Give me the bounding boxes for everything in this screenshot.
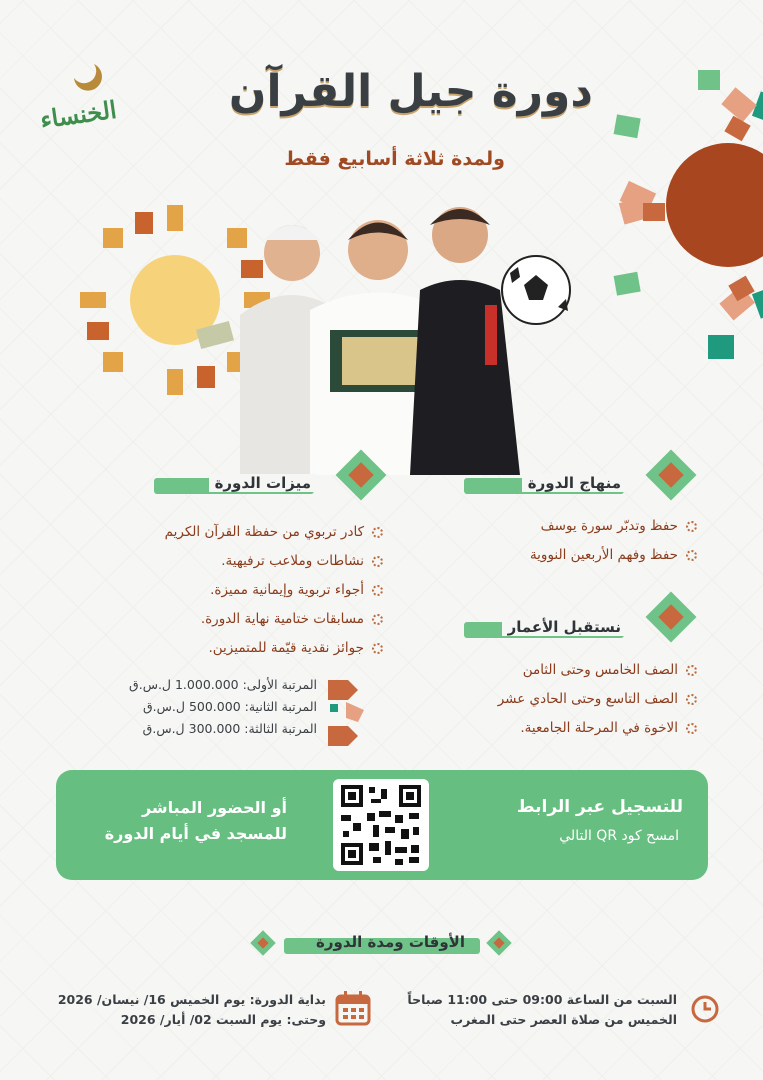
bullet-icon <box>372 585 383 596</box>
in-person-line-1: أو الحضور المباشر <box>141 798 287 817</box>
bullet-icon <box>372 614 383 625</box>
bullet-icon <box>686 550 697 561</box>
list-item: كادر تربوي من حفظة القرآن الكريم <box>165 518 383 547</box>
prize-first: المرتبة الأولى: 1.000.000 ل.س.ق <box>129 677 317 692</box>
list-item: حفظ وتدبّر سورة يوسف <box>530 512 697 541</box>
calendar-icon <box>334 990 372 1026</box>
list-item: أجواء تربوية وإيمانية مميزة. <box>165 576 383 605</box>
prize-third: المرتبة الثالثة: 300.000 ل.س.ق <box>142 721 317 736</box>
ornament-icon <box>640 446 702 504</box>
curriculum-heading: منهاج الدورة <box>522 474 627 492</box>
course-dates <box>58 990 326 1030</box>
page-subtitle: ولمدة ثلاثة أسابيع فقط <box>284 148 505 170</box>
hero-photo-boys <box>80 195 600 475</box>
logo-text: الخنساء <box>38 94 119 135</box>
qr-code-icon <box>333 779 429 871</box>
list-item: جوائز نقدية قيّمة للمتميزين. <box>165 634 383 663</box>
features-list <box>165 518 383 663</box>
bullet-icon <box>372 527 383 538</box>
ornament-icon <box>330 446 392 504</box>
date-line-2: وحتى: يوم السبت 02/ أيار/ 2026 <box>120 1012 326 1027</box>
list-item: مسابقات ختامية نهاية الدورة. <box>165 605 383 634</box>
ornament-icon <box>248 928 278 958</box>
online-registration-title: للتسجيل عبر الرابط <box>516 797 683 817</box>
time-line-1: السبت من الساعة 09:00 حتى 11:00 صباحاً <box>407 992 677 1007</box>
list-item: الصف الخامس وحتى الثامن <box>498 656 697 685</box>
date-line-1: بداية الدورة: يوم الخميس 16/ نيسان/ 2026 <box>57 992 326 1007</box>
ages-list <box>498 656 697 743</box>
page-title: دورة جيل القرآن <box>228 66 593 117</box>
list-item: نشاطات وملاعب ترفيهية. <box>165 547 383 576</box>
bullet-icon <box>372 556 383 567</box>
prize-markers-icon <box>326 674 370 746</box>
list-item: الصف التاسع وحتى الحادي عشر <box>498 685 697 714</box>
ornament-icon <box>484 928 514 958</box>
geometric-star-ornament-right <box>578 60 763 370</box>
clock-icon <box>690 994 720 1024</box>
curriculum-list <box>530 512 697 570</box>
bullet-icon <box>372 643 383 654</box>
bullet-icon <box>686 665 697 676</box>
prize-second: المرتبة الثانية: 500.000 ل.س.ق <box>142 699 317 714</box>
in-person-line-2: للمسجد في أيام الدورة <box>104 824 287 843</box>
list-item: الاخوة في المرحلة الجامعية. <box>498 714 697 743</box>
ornament-icon <box>640 588 702 646</box>
bullet-icon <box>686 521 697 532</box>
prize-list <box>129 674 317 740</box>
online-registration-subtitle: امسح كود QR التالي <box>559 828 679 844</box>
time-line-2: الخميس من صلاة العصر حتى المغرب <box>450 1012 677 1027</box>
bullet-icon <box>686 723 697 734</box>
in-person-attendance <box>105 795 287 847</box>
qr-code[interactable] <box>333 779 429 871</box>
ages-heading: نستقبل الأعمار <box>502 618 627 636</box>
features-heading: ميزات الدورة <box>209 474 317 492</box>
logo <box>34 48 134 138</box>
list-item: حفظ وفهم الأربعين النووية <box>530 541 697 570</box>
schedule-times <box>407 990 677 1030</box>
schedule-heading: الأوقات ومدة الدورة <box>316 933 465 951</box>
bullet-icon <box>686 694 697 705</box>
